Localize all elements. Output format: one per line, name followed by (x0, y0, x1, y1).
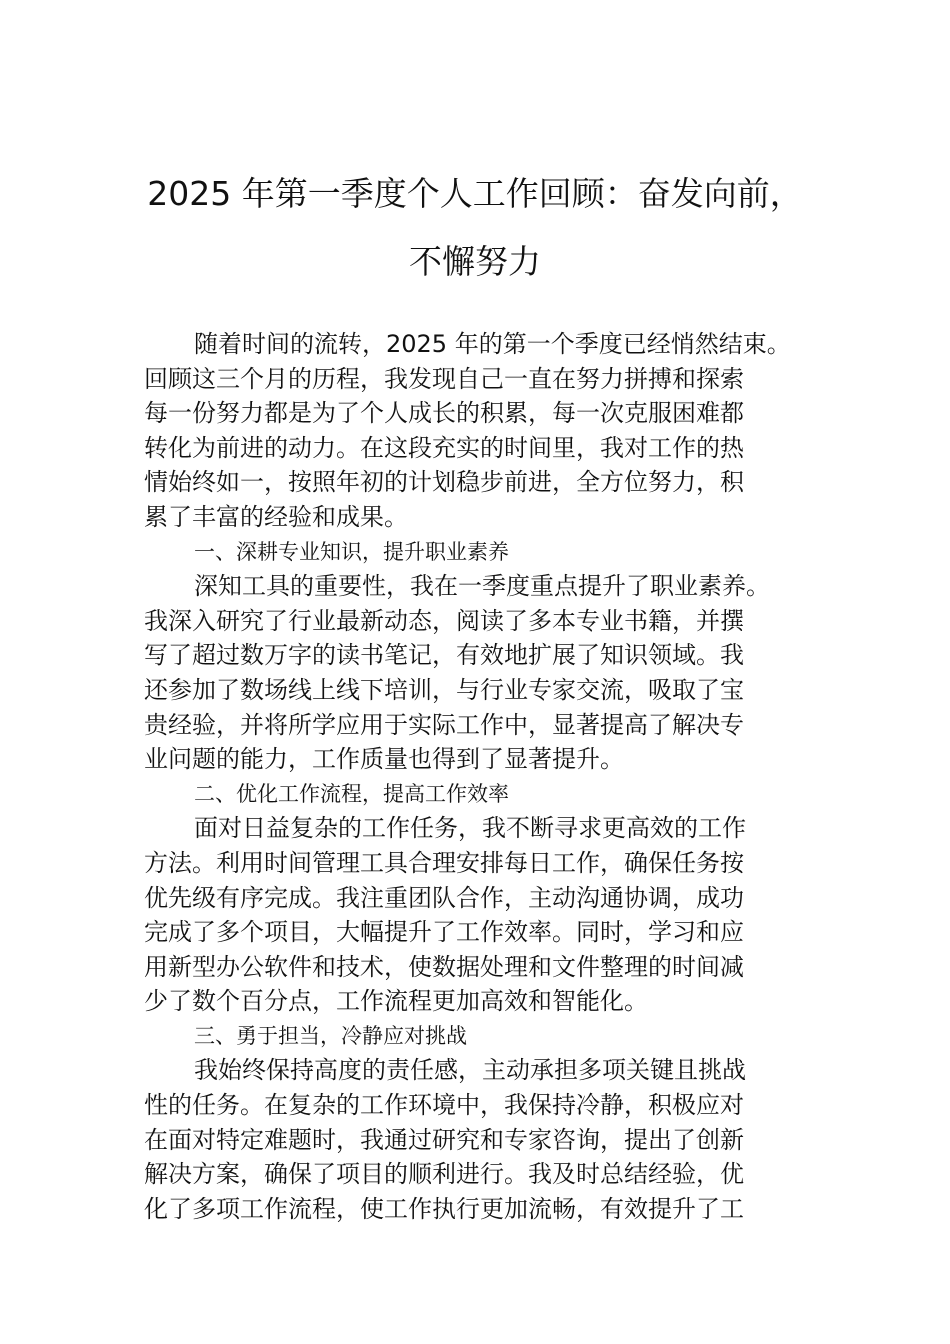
paragraph-line: 随着时间的流转，2025 年的第一个季度已经悄然结束。 (194, 330, 791, 358)
paragraph-line: 化了多项工作流程，使工作执行更加流畅，有效提升了工 (144, 1194, 744, 1223)
paragraph-line: 性的任务。在复杂的工作环境中，我保持冷静，积极应对 (144, 1091, 744, 1120)
document-body (144, 327, 819, 1226)
paragraph-line: 每一份努力都是为了个人成长的积累，每一次克服困难都 (144, 399, 744, 428)
paragraph-line: 回顾这三个月的历程，我发现自己一直在努力拼搏和探索 (144, 364, 744, 393)
paragraph-line: 业问题的能力，工作质量也得到了显著提升。 (144, 745, 624, 774)
paragraph-line: 完成了多个项目，大幅提升了工作效率。同时，学习和应 (144, 918, 744, 947)
paragraph-line: 少了数个百分点，工作流程更加高效和智能化。 (144, 987, 648, 1016)
paragraph-line: 方法。利用时间管理工具合理安排每日工作，确保任务按 (144, 848, 744, 877)
paragraph-line: 转化为前进的动力。在这段充实的时间里，我对工作的热 (144, 433, 744, 462)
paragraph-line: 写了超过数万字的读书笔记，有效地扩展了知识领域。我 (144, 641, 744, 670)
paragraph-line: 我始终保持高度的责任感，主动承担多项关键且挑战 (194, 1056, 746, 1085)
paragraph-line: 累了丰富的经验和成果。 (144, 502, 408, 531)
document-title-line-2: 不懈努力 (409, 242, 541, 281)
paragraph-line: 我深入研究了行业最新动态，阅读了多本专业书籍，并撰 (144, 606, 744, 635)
paragraph-line: 面对日益复杂的工作任务，我不断寻求更高效的工作 (194, 814, 746, 843)
paragraph-line: 深知工具的重要性，我在一季度重点提升了职业素养。 (194, 572, 770, 601)
document-title-line-1: 2025 年第一季度个人工作回顾：奋发向前， (147, 174, 803, 213)
paragraph-line: 贵经验，并将所学应用于实际工作中，显著提高了解决专 (144, 710, 744, 739)
section-heading: 二、优化工作流程，提高工作效率 (194, 781, 509, 806)
paragraph-line: 优先级有序完成。我注重团队合作，主动沟通协调，成功 (144, 883, 744, 912)
section-heading: 三、勇于担当，冷静应对挑战 (194, 1023, 467, 1048)
paragraph-line: 在面对特定难题时，我通过研究和专家咨询，提出了创新 (144, 1125, 744, 1154)
paragraph-line: 情始终如一，按照年初的计划稳步前进，全方位努力，积 (144, 468, 744, 497)
section-heading: 一、深耕专业知识，提升职业素养 (194, 539, 509, 564)
paragraph-line: 用新型办公软件和技术，使数据处理和文件整理的时间减 (144, 952, 744, 981)
paragraph-line: 还参加了数场线上线下培训，与行业专家交流，吸取了宝 (144, 675, 744, 704)
paragraph-line: 解决方案，确保了项目的顺利进行。我及时总结经验，优 (144, 1160, 744, 1189)
